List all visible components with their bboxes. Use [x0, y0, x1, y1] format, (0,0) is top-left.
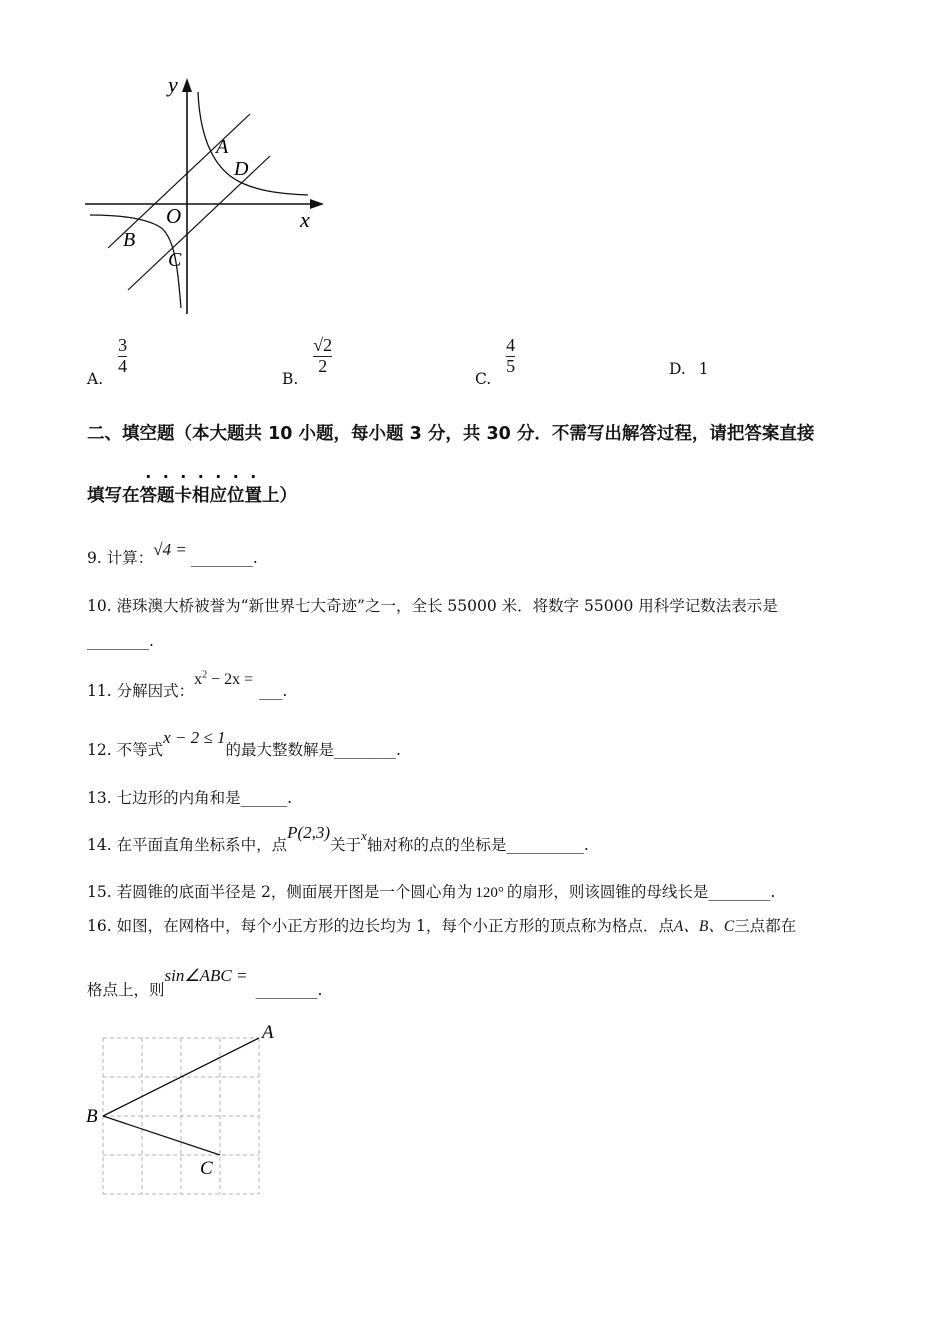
q15-blank: ________ — [708, 883, 771, 901]
q9-blank: ________ — [190, 549, 253, 567]
question-16-line2: 格点上，则sin∠ABC =________. — [87, 966, 323, 999]
question-16: 16. 如图，在网格中，每个小正方形的边长均为 1，每个小正方形的顶点称为格点．点A、B、C三点都在 — [87, 917, 797, 935]
q9-math: √4 = — [153, 540, 187, 559]
x-axis-label: x — [300, 207, 310, 232]
question-10-answer-line: ________. — [87, 632, 154, 650]
question-10: 10. 港珠澳大桥被誉为“新世界七大奇迹”之一，全长 55000 米．将数字 55000 用科学记数法表示是 — [87, 597, 778, 615]
q16-labels: A、B、C — [673, 918, 735, 935]
grid-figure — [84, 1018, 294, 1200]
option-b-denominator: 2 — [318, 355, 328, 376]
option-a-denominator: 4 — [118, 355, 128, 376]
q11-math: $x^2 - 2x$ = — [194, 669, 254, 688]
q15-math: 120° — [475, 885, 504, 901]
q14-math-x: x — [361, 828, 367, 843]
q16-math: sin∠ABC = — [164, 966, 248, 985]
q16-blank: ________ — [255, 981, 318, 999]
option-c: C. $\frac{4}{5}$ — [475, 335, 516, 389]
question-13: 13. 七边形的内角和是______. — [87, 789, 293, 807]
grid-point-c-label: C — [200, 1158, 213, 1179]
option-a-numerator: 3 — [118, 335, 128, 355]
option-a: A. $\frac{3}{4}$ — [87, 335, 128, 389]
grid-point-b-label: B — [86, 1106, 98, 1127]
grid-point-a-label: A — [262, 1022, 274, 1043]
section-heading-line1: 二、填空题（本大题共 10 小题，每小题 3 分，共 30 分．不需写出解答过程，请把答案直接 — [87, 424, 815, 444]
question-11: 11. 分解因式：$x^2 - 2x$ =___. — [87, 669, 288, 700]
q12-math: x − 2 ≤ 1 — [163, 728, 226, 747]
question-9: 9. 计算：√4 = ________. — [87, 540, 258, 567]
option-d: D. 1 — [669, 360, 709, 378]
question-12: 12. 不等式x − 2 ≤ 1的最大整数解是________. — [87, 728, 401, 759]
option-b: B. $\frac{√2}{2}$ — [282, 335, 333, 389]
point-d-label: D — [234, 158, 249, 180]
section-heading-line2: 填写在答题卡相应位置上） — [87, 486, 297, 506]
option-c-denominator: 5 — [506, 355, 516, 376]
question-14: 14. 在平面直角坐标系中，点P(2,3)关于$^x$轴对称的点的坐标是__________. — [87, 823, 589, 854]
hyperbola-figure — [80, 70, 340, 320]
point-b-label: B — [123, 229, 136, 251]
option-d-value: 1 — [698, 360, 709, 378]
option-b-numerator: √2 — [313, 335, 333, 355]
q12-blank: ________ — [333, 741, 396, 759]
origin-label: O — [166, 204, 182, 228]
point-c-label: C — [168, 249, 182, 271]
option-c-numerator: 4 — [506, 335, 516, 355]
y-axis-label: y — [168, 72, 178, 97]
q13-blank: ______ — [240, 789, 288, 807]
q10-blank: ________ — [87, 632, 149, 650]
q11-blank: ___ — [259, 682, 283, 700]
q14-blank: __________ — [506, 836, 584, 854]
question-15: 15. 若圆锥的底面半径是 2，侧面展开图是一个圆心角为 120° 的扇形，则该圆锥的母线长是________. — [87, 883, 776, 901]
point-a-label: A — [216, 136, 229, 158]
q14-math: P(2,3) — [287, 823, 331, 842]
